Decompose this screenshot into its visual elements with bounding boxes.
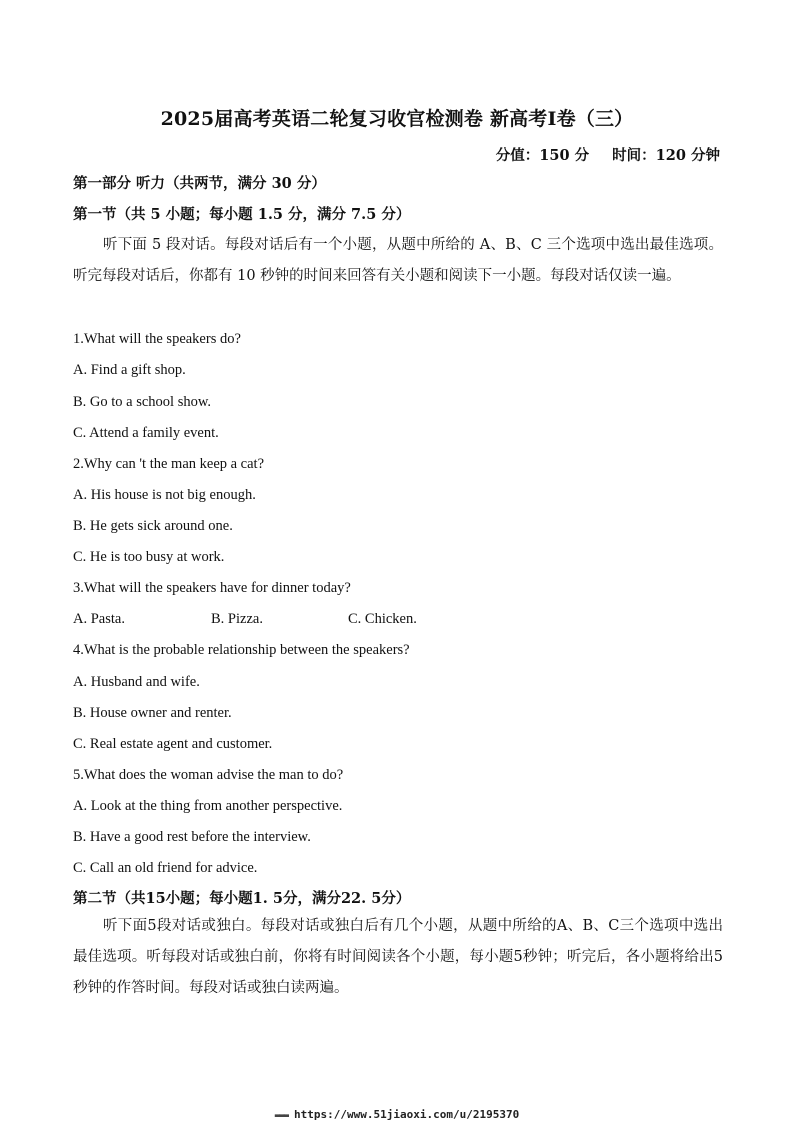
question-1-stem: 1.What will the speakers do? <box>73 331 241 347</box>
question-4-option-c: C. Real estate agent and customer. <box>73 736 273 752</box>
question-2-option-b: B. He gets sick around one. <box>73 518 233 534</box>
question-4-stem: 4.What is the probable relationship between the speakers? <box>73 642 410 658</box>
question-1-option-b: B. Go to a school show. <box>73 394 212 410</box>
section1-instructions: 听下面 5 段对话。每段对话后有一个小题，从题中所给的 A、B、C 三个选项中选出最佳选项。听完每段对话后，你都有 10 秒钟的时间来回答有关小题和阅读下一小题。每段对话仅读一遍。 <box>73 237 723 284</box>
question-3-option-a: A. Pasta. <box>73 611 125 627</box>
question-3-option-c: C. Chicken. <box>348 611 417 627</box>
document-title: 2025届高考英语二轮复习收官检测卷 新高考Ⅰ卷（三） <box>160 108 634 130</box>
score-time-line <box>478 144 720 165</box>
footer-watermark <box>0 1108 794 1121</box>
section1-heading: 第一节（共 5 小题；每小题 1.5 分，满分 7.5 分） <box>73 206 411 223</box>
exam-time: 时间：120 分钟 <box>612 147 720 164</box>
question-5-stem: 5.What does the woman advise the man to do? <box>73 767 344 783</box>
question-2-option-a: A. His house is not big enough. <box>73 487 256 503</box>
question-4-option-b: B. House owner and renter. <box>73 705 232 721</box>
part1-heading: 第一部分 听力（共两节，满分 30 分） <box>73 175 326 192</box>
question-2-stem: 2.Why can 't the man keep a cat? <box>73 456 265 472</box>
total-score: 分值：150 分 <box>495 147 590 164</box>
question-1-option-c: C. Attend a family event. <box>73 425 219 441</box>
question-5-option-a: A. Look at the thing from another perspective. <box>73 798 343 814</box>
question-2-option-c: C. He is too busy at work. <box>73 549 225 565</box>
question-3-stem: 3.What will the speakers have for dinner today? <box>73 580 351 596</box>
site-logo-icon: ▬▬▬ <box>274 1111 289 1121</box>
question-5-option-b: B. Have a good rest before the interview. <box>73 829 311 845</box>
section2-heading: 第二节（共15小题；每小题1. 5分，满分22. 5分） <box>73 890 411 907</box>
footer-url: https://www.51jiaoxi.com/u/2195370 <box>294 1108 520 1121</box>
section2-instructions: 听下面5段对话或独白。每段对话或独白后有几个小题，从题中所给的A、B、C三个选项中选出最佳选项。听每段对话或独白前，你将有时间阅读各个小题，每小题5秒钟；听完后，各小题将给出5秒钟的作答时间。每段对话或独白读两遍。 <box>73 918 723 996</box>
question-1-option-a: A. Find a gift shop. <box>73 362 186 378</box>
question-5-option-c: C. Call an old friend for advice. <box>73 860 258 876</box>
question-4-option-a: A. Husband and wife. <box>73 674 200 690</box>
question-3-option-b: B. Pizza. <box>211 611 263 627</box>
